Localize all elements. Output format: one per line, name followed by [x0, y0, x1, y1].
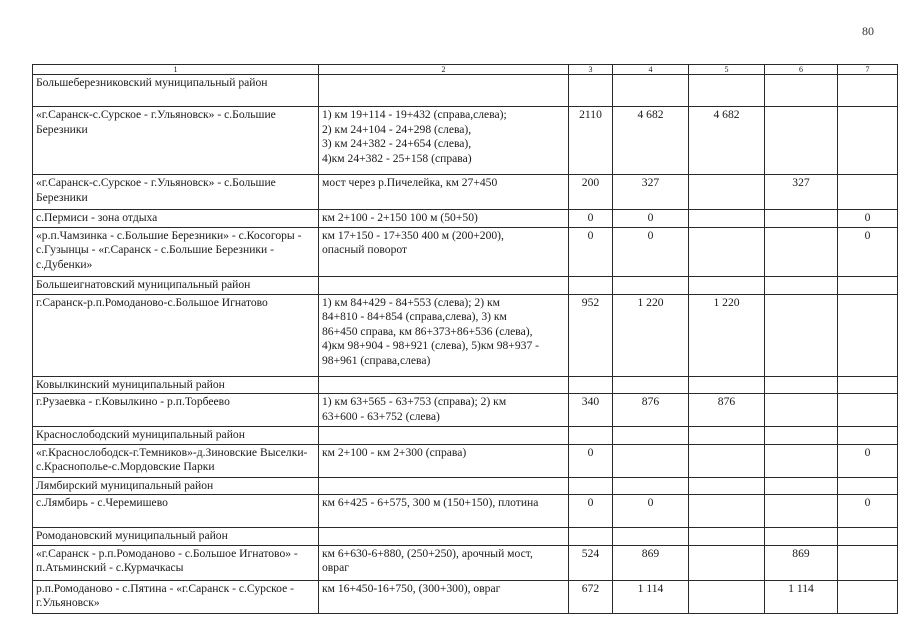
column-number-row: [33, 65, 898, 75]
value-cell-c4: 0: [613, 227, 689, 276]
road-section-line: 2) км 24+104 - 24+298 (слева),: [322, 122, 472, 136]
district-row: [33, 75, 898, 107]
value-cell-c7: [838, 276, 898, 294]
value-cell-c3: 524: [569, 545, 613, 580]
value-cell-c5: [689, 227, 765, 276]
table-row: [33, 444, 898, 477]
road-section-line: км 6+425 - 6+575, 300 м (150+150), плотина: [322, 496, 539, 509]
table-row: [33, 495, 898, 528]
value-cell-c5: [689, 495, 765, 528]
road-section: [319, 276, 569, 294]
value-cell-c7: [838, 477, 898, 495]
table-row: [33, 394, 898, 427]
road-section-line: км 6+630-6+880, (250+250), арочный мост,: [322, 546, 533, 560]
value-cell-c6: [765, 444, 838, 477]
value-cell-c7: [838, 394, 898, 427]
column-number: 4: [613, 65, 689, 75]
road-section-line: км 2+100 - 2+150 100 м (50+50): [322, 211, 478, 224]
value-cell-c3: [569, 477, 613, 495]
column-number: 2: [319, 65, 569, 75]
value-cell-c5: 1 220: [689, 294, 765, 376]
value-cell-c7: [838, 107, 898, 175]
district-name: Большеберезниковский муниципальный район: [33, 75, 319, 107]
value-cell-c7: [838, 528, 898, 546]
value-cell-c6: 1 114: [765, 580, 838, 613]
roads-table: [32, 64, 898, 614]
road-section: [319, 528, 569, 546]
value-cell-c4: 4 682: [613, 107, 689, 175]
table-row: [33, 580, 898, 613]
road-section-line: 1) км 63+565 - 63+753 (справа); 2) км: [322, 395, 507, 408]
value-cell-c3: [569, 427, 613, 445]
value-cell-c6: [765, 477, 838, 495]
table-row: [33, 545, 898, 580]
column-number: 1: [33, 65, 319, 75]
column-number: 6: [765, 65, 838, 75]
district-name: Ковылкинский муниципальный район: [33, 376, 319, 394]
value-cell-c6: [765, 210, 838, 228]
road-name: с.Лямбирь - с.Черемишево: [33, 495, 319, 528]
road-section: [319, 210, 569, 228]
value-cell-c6: [765, 376, 838, 394]
road-name: г.Саранск-р.п.Ромоданово-с.Большое Игнатово: [33, 294, 319, 376]
value-cell-c6: 327: [765, 175, 838, 210]
value-cell-c4: [613, 427, 689, 445]
road-section: [319, 580, 569, 613]
road-name: р.п.Ромоданово - с.Пятина - «г.Саранск - с.Сурское - г.Ульяновск»: [33, 580, 319, 613]
road-section: [319, 75, 569, 107]
road-section-line: 1) км 19+114 - 19+432 (справа,слева);: [322, 108, 507, 121]
value-cell-c5: [689, 75, 765, 107]
table-row: [33, 227, 898, 276]
value-cell-c4: [613, 444, 689, 477]
value-cell-c7: [838, 175, 898, 210]
road-section: [319, 444, 569, 477]
value-cell-c4: [613, 376, 689, 394]
district-row: [33, 477, 898, 495]
column-number: 5: [689, 65, 765, 75]
value-cell-c4: 0: [613, 495, 689, 528]
value-cell-c5: [689, 276, 765, 294]
value-cell-c7: [838, 294, 898, 376]
district-name: Краснослободский муниципальный район: [33, 427, 319, 445]
table-row: [33, 210, 898, 228]
value-cell-c6: [765, 495, 838, 528]
road-section: [319, 495, 569, 528]
value-cell-c4: 1 114: [613, 580, 689, 613]
value-cell-c4: 327: [613, 175, 689, 210]
road-section: [319, 227, 569, 276]
value-cell-c5: [689, 580, 765, 613]
value-cell-c6: [765, 427, 838, 445]
value-cell-c3: 2110: [569, 107, 613, 175]
value-cell-c7: [838, 545, 898, 580]
value-cell-c6: [765, 75, 838, 107]
value-cell-c5: [689, 528, 765, 546]
road-section-line: 4)км 98+904 - 98+921 (слева), 5)км 98+937 -: [322, 339, 539, 352]
value-cell-c3: [569, 376, 613, 394]
road-section-line: 1) км 84+429 - 84+553 (слева); 2) км: [322, 295, 500, 309]
road-section: [319, 477, 569, 495]
value-cell-c3: 0: [569, 495, 613, 528]
district-name: Лямбирский муниципальный район: [33, 477, 319, 495]
road-section: [319, 545, 569, 580]
road-section-line: 3) км 24+382 - 24+654 (слева),: [322, 137, 472, 150]
road-name: «г.Саранск - р.п.Ромоданово - с.Большое Игнатово» - п.Атьминский - с.Курмачкасы: [33, 545, 319, 580]
value-cell-c3: [569, 528, 613, 546]
table-body: [33, 65, 898, 614]
road-name: «г.Саранск-с.Сурское - г.Ульяновск» - с.Большие Березники: [33, 107, 319, 175]
value-cell-c3: 0: [569, 227, 613, 276]
table-row: [33, 107, 898, 175]
value-cell-c4: 1 220: [613, 294, 689, 376]
value-cell-c6: [765, 276, 838, 294]
road-section-line: овраг: [322, 561, 349, 574]
road-section: [319, 394, 569, 427]
value-cell-c7: [838, 580, 898, 613]
value-cell-c3: [569, 276, 613, 294]
value-cell-c4: 0: [613, 210, 689, 228]
column-number: 7: [838, 65, 898, 75]
value-cell-c7: 0: [838, 210, 898, 228]
value-cell-c5: [689, 210, 765, 228]
value-cell-c5: [689, 376, 765, 394]
value-cell-c3: 672: [569, 580, 613, 613]
value-cell-c5: 4 682: [689, 107, 765, 175]
district-name: Ромодановский муниципальный район: [33, 528, 319, 546]
value-cell-c4: [613, 528, 689, 546]
value-cell-c6: [765, 394, 838, 427]
value-cell-c4: [613, 75, 689, 107]
value-cell-c6: [765, 227, 838, 276]
value-cell-c5: [689, 545, 765, 580]
value-cell-c7: 0: [838, 495, 898, 528]
value-cell-c5: [689, 444, 765, 477]
table-row: [33, 175, 898, 210]
road-section: [319, 175, 569, 210]
road-section: [319, 427, 569, 445]
column-number: 3: [569, 65, 613, 75]
road-section-line: мост через р.Пичелейка, км 27+450: [322, 176, 498, 189]
value-cell-c7: 0: [838, 227, 898, 276]
value-cell-c3: 0: [569, 210, 613, 228]
table-row: [33, 294, 898, 376]
value-cell-c7: [838, 427, 898, 445]
road-section-line: км 2+100 - км 2+300 (справа): [322, 445, 467, 459]
road-name: с.Пермиси - зона отдыха: [33, 210, 319, 228]
value-cell-c3: 952: [569, 294, 613, 376]
value-cell-c6: [765, 528, 838, 546]
road-name: «р.п.Чамзинка - с.Большие Березники» - с.Косогоры - с.Гузынцы - «г.Саранск - с.Большие Березники - с.Дубенки»: [33, 227, 319, 276]
road-name: г.Рузаевка - г.Ковылкино - р.п.Торбеево: [33, 394, 319, 427]
district-row: [33, 276, 898, 294]
road-section-line: км 16+450-16+750, (300+300), овраг: [322, 581, 501, 595]
road-name: «г.Краснослободск-г.Темников»-д.Зиновские Выселки-с.Краснополье-с.Мордовские Парки: [33, 444, 319, 477]
value-cell-c5: 876: [689, 394, 765, 427]
value-cell-c5: [689, 175, 765, 210]
page-number: 80: [862, 24, 874, 38]
district-row: [33, 376, 898, 394]
value-cell-c3: [569, 75, 613, 107]
road-section-line: 86+450 справа, км 86+373+86+536 (слева),: [322, 324, 533, 338]
value-cell-c3: 200: [569, 175, 613, 210]
value-cell-c7: 0: [838, 444, 898, 477]
value-cell-c5: [689, 427, 765, 445]
road-section: [319, 294, 569, 376]
road-section-line: 98+961 (справа,слева): [322, 353, 431, 367]
value-cell-c6: [765, 107, 838, 175]
value-cell-c5: [689, 477, 765, 495]
road-section-line: опасный поворот: [322, 243, 408, 256]
value-cell-c4: [613, 276, 689, 294]
value-cell-c6: [765, 294, 838, 376]
road-section: [319, 376, 569, 394]
value-cell-c4: 876: [613, 394, 689, 427]
value-cell-c4: 869: [613, 545, 689, 580]
road-section-line: 4)км 24+382 - 25+158 (справа): [322, 151, 472, 165]
value-cell-c4: [613, 477, 689, 495]
district-name: Большеигнатовский муниципальный район: [33, 276, 319, 294]
district-row: [33, 427, 898, 445]
value-cell-c6: 869: [765, 545, 838, 580]
road-section: [319, 107, 569, 175]
road-name: «г.Саранск-с.Сурское - г.Ульяновск» - с.Большие Березники: [33, 175, 319, 210]
value-cell-c3: 340: [569, 394, 613, 427]
value-cell-c7: [838, 376, 898, 394]
road-section-line: км 17+150 - 17+350 400 м (200+200),: [322, 228, 504, 242]
road-section-line: 63+600 - 63+752 (слева): [322, 409, 440, 423]
value-cell-c7: [838, 75, 898, 107]
district-row: [33, 528, 898, 546]
value-cell-c3: 0: [569, 444, 613, 477]
road-section-line: 84+810 - 84+854 (справа,слева), 3) км: [322, 310, 507, 323]
